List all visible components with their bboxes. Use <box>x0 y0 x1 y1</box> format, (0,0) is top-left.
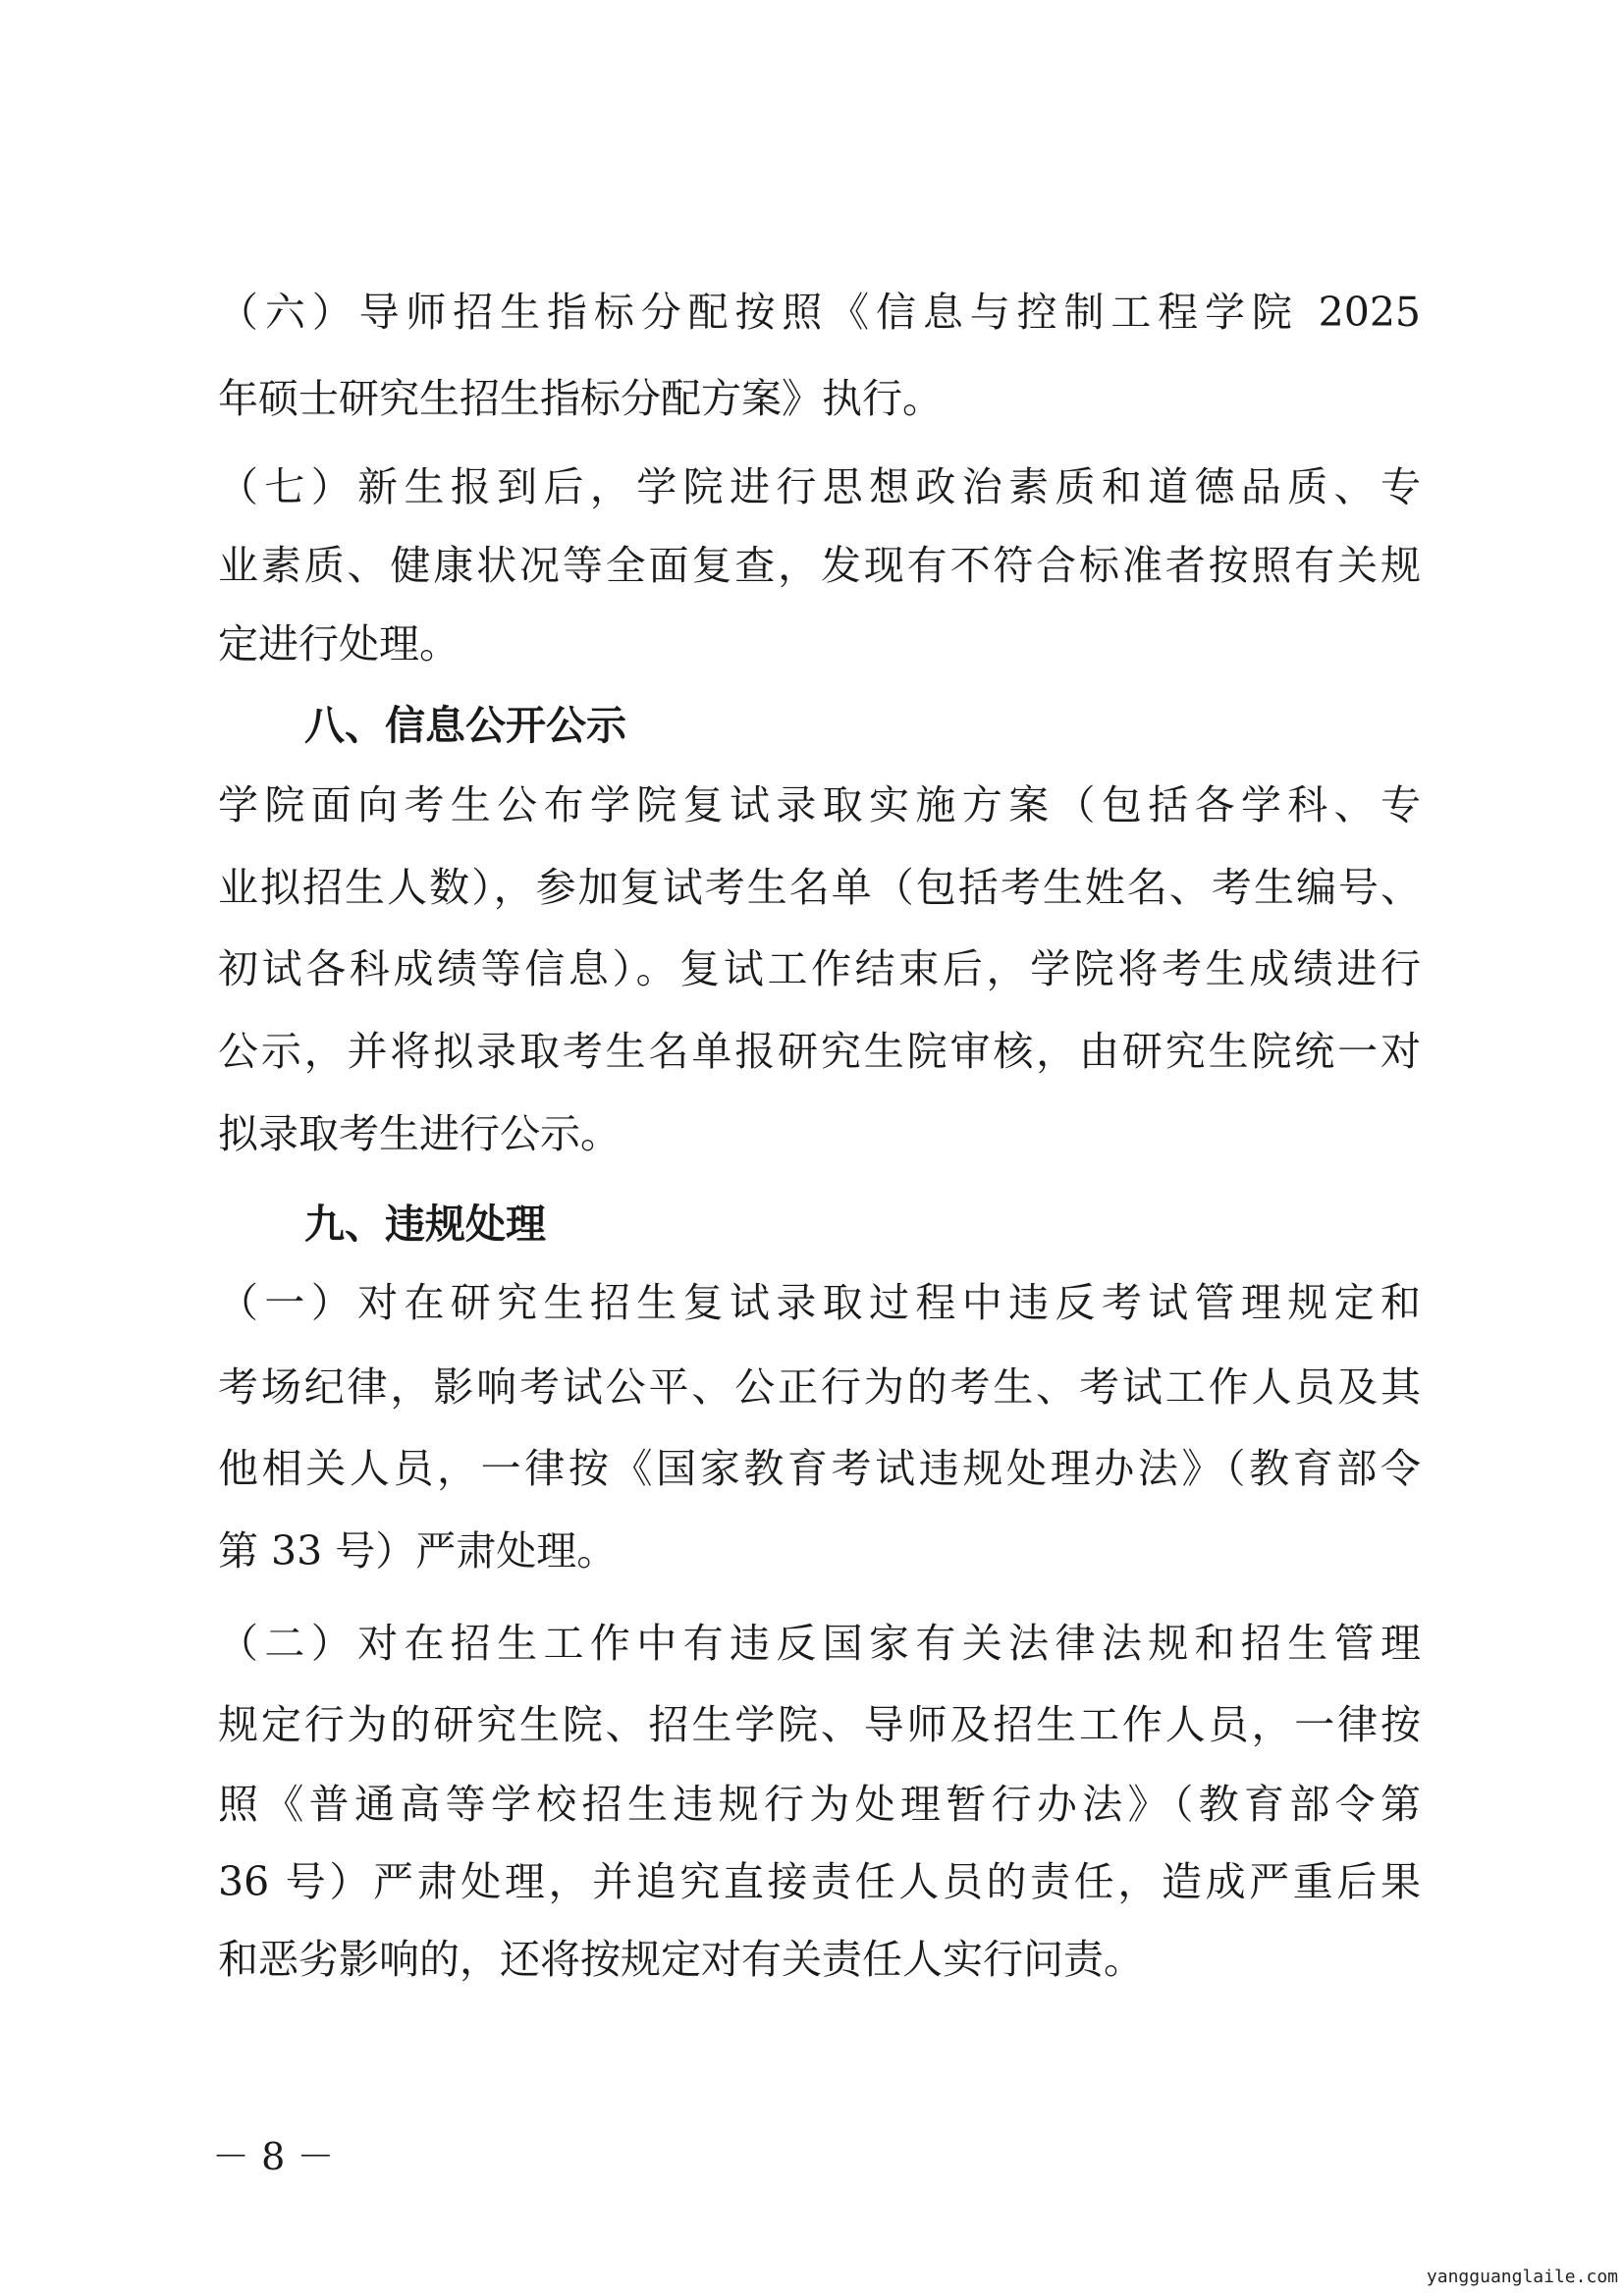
paragraph-line: 第 33 号）严肃处理。 <box>218 1527 618 1575</box>
paragraph-line: 36 号）严肃处理，并追究直接责任人员的责任，造成严重后果 <box>218 1858 1421 1905</box>
paragraph-line: 和恶劣影响的，还将按规定对有关责任人实行问责。 <box>218 1936 1144 1983</box>
watermark: yangguanglaile.com <box>1426 2267 1618 2287</box>
paragraph-line: 规定行为的研究生院、招生学院、导师及招生工作人员，一律按 <box>218 1701 1421 1748</box>
section-heading: 八、信息公开公示 <box>304 702 626 749</box>
paragraph-line: 初试各科成绩等信息）。复试工作结束后，学院将考生成绩进行 <box>218 945 1421 992</box>
paragraph-line: 业素质、健康状况等全面复查，发现有不符合标准者按照有关规 <box>218 542 1421 589</box>
page-number: － 8 － <box>212 2135 335 2178</box>
paragraph-line: 年硕士研究生招生指标分配方案》执行。 <box>218 375 943 422</box>
paragraph-line: 拟录取考生进行公示。 <box>218 1110 621 1157</box>
paragraph-line: （七）新生报到后，学院进行思想政治素质和道德品质、专 <box>218 463 1421 510</box>
paragraph-line: 公示，并将拟录取考生名单报研究生院审核，由研究生院统一对 <box>218 1028 1421 1075</box>
paragraph-line: 定进行处理。 <box>218 620 460 667</box>
paragraph-line: 考场纪律，影响考试公平、公正行为的考生、考试工作人员及其 <box>218 1363 1421 1411</box>
paragraph-line: 业拟招生人数），参加复试考生名单（包括考生姓名、考生编号、 <box>218 864 1421 911</box>
paragraph-line: （一）对在研究生招生复试录取过程中违反考试管理规定和 <box>218 1279 1421 1326</box>
paragraph-line: 他相关人员，一律按《国家教育考试违规处理办法》（教育部令 <box>218 1445 1421 1492</box>
paragraph-line: 照《普通高等学校招生违规行为处理暂行办法》（教育部令第 <box>218 1781 1421 1828</box>
section-heading: 九、违规处理 <box>304 1201 546 1248</box>
paragraph-line: （六）导师招生指标分配按照《信息与控制工程学院 2025 <box>218 289 1421 336</box>
paragraph-line: 学院面向考生公布学院复试录取实施方案（包括各学科、专 <box>218 781 1421 828</box>
paragraph-line: （二）对在招生工作中有违反国家有关法律法规和招生管理 <box>218 1620 1421 1667</box>
